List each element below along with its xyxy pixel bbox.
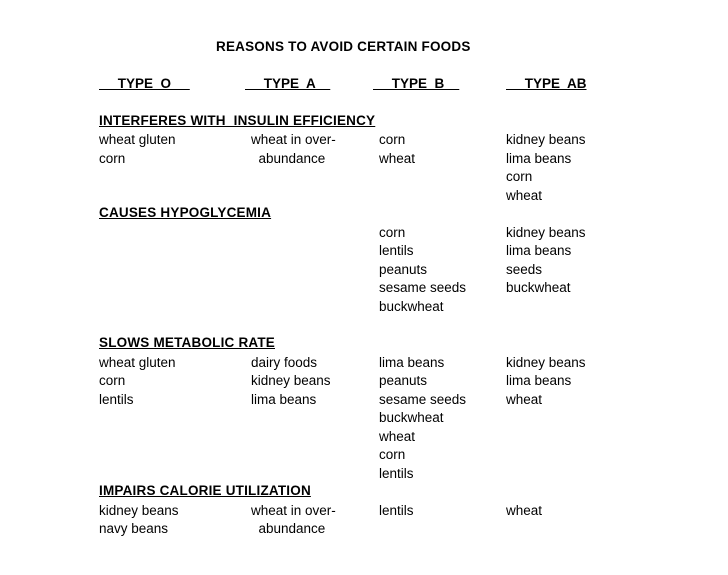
food-item: kidney beans: [251, 373, 331, 388]
food-item: corn: [379, 447, 406, 462]
food-item: lentils: [379, 243, 414, 258]
food-item: wheat: [506, 392, 543, 407]
food-item: lima beans: [506, 151, 572, 166]
food-item: wheat: [379, 151, 416, 166]
food-item: peanuts: [379, 262, 428, 277]
food-item: buckwheat: [379, 299, 444, 314]
food-item: lima beans: [379, 355, 445, 370]
food-item: lima beans: [506, 373, 572, 388]
food-item: wheat gluten: [99, 132, 176, 147]
food-item: navy beans: [99, 521, 169, 536]
food-item: kidney beans: [99, 503, 179, 518]
food-item: wheat: [506, 503, 543, 518]
section-heading-hypoglycemia: CAUSES HYPOGLYCEMIA: [99, 205, 272, 220]
food-item: kidney beans: [506, 225, 586, 240]
food-item: wheat gluten: [99, 355, 176, 370]
food-item: buckwheat: [379, 410, 444, 425]
food-item: buckwheat: [506, 280, 571, 295]
food-item: corn: [379, 225, 406, 240]
food-item: peanuts: [379, 373, 428, 388]
food-item: wheat: [506, 188, 543, 203]
food-item: corn: [99, 373, 126, 388]
food-item: wheat in over-: [251, 503, 336, 518]
column-header-type-b: TYPE B: [373, 76, 460, 91]
food-item: sesame seeds: [379, 280, 467, 295]
column-header-type-o: TYPE O: [99, 76, 190, 91]
food-item: dairy foods: [251, 355, 318, 370]
food-item: corn: [379, 132, 406, 147]
food-item: corn: [506, 169, 533, 184]
food-item: kidney beans: [506, 355, 586, 370]
food-item: abundance: [251, 521, 326, 536]
column-header-type-a: TYPE A: [245, 76, 331, 91]
food-item: sesame seeds: [379, 392, 467, 407]
food-item: kidney beans: [506, 132, 586, 147]
section-heading-calorie: IMPAIRS CALORIE UTILIZATION: [99, 483, 311, 498]
food-item: corn: [99, 151, 126, 166]
food-item: seeds: [506, 262, 543, 277]
food-item: lima beans: [506, 243, 572, 258]
food-item: lentils: [379, 503, 414, 518]
food-item: wheat: [379, 429, 416, 444]
food-item: lima beans: [251, 392, 317, 407]
section-heading-metabolic: SLOWS METABOLIC RATE: [99, 335, 275, 350]
food-item: lentils: [379, 466, 414, 481]
food-item: wheat in over-: [251, 132, 336, 147]
food-item: lentils: [99, 392, 134, 407]
food-item: abundance: [251, 151, 326, 166]
section-heading-insulin: INTERFERES WITH INSULIN EFFICIENCY: [99, 113, 376, 128]
page-title: REASONS TO AVOID CERTAIN FOODS: [216, 39, 471, 54]
column-header-type-ab: TYPE AB: [506, 76, 587, 91]
